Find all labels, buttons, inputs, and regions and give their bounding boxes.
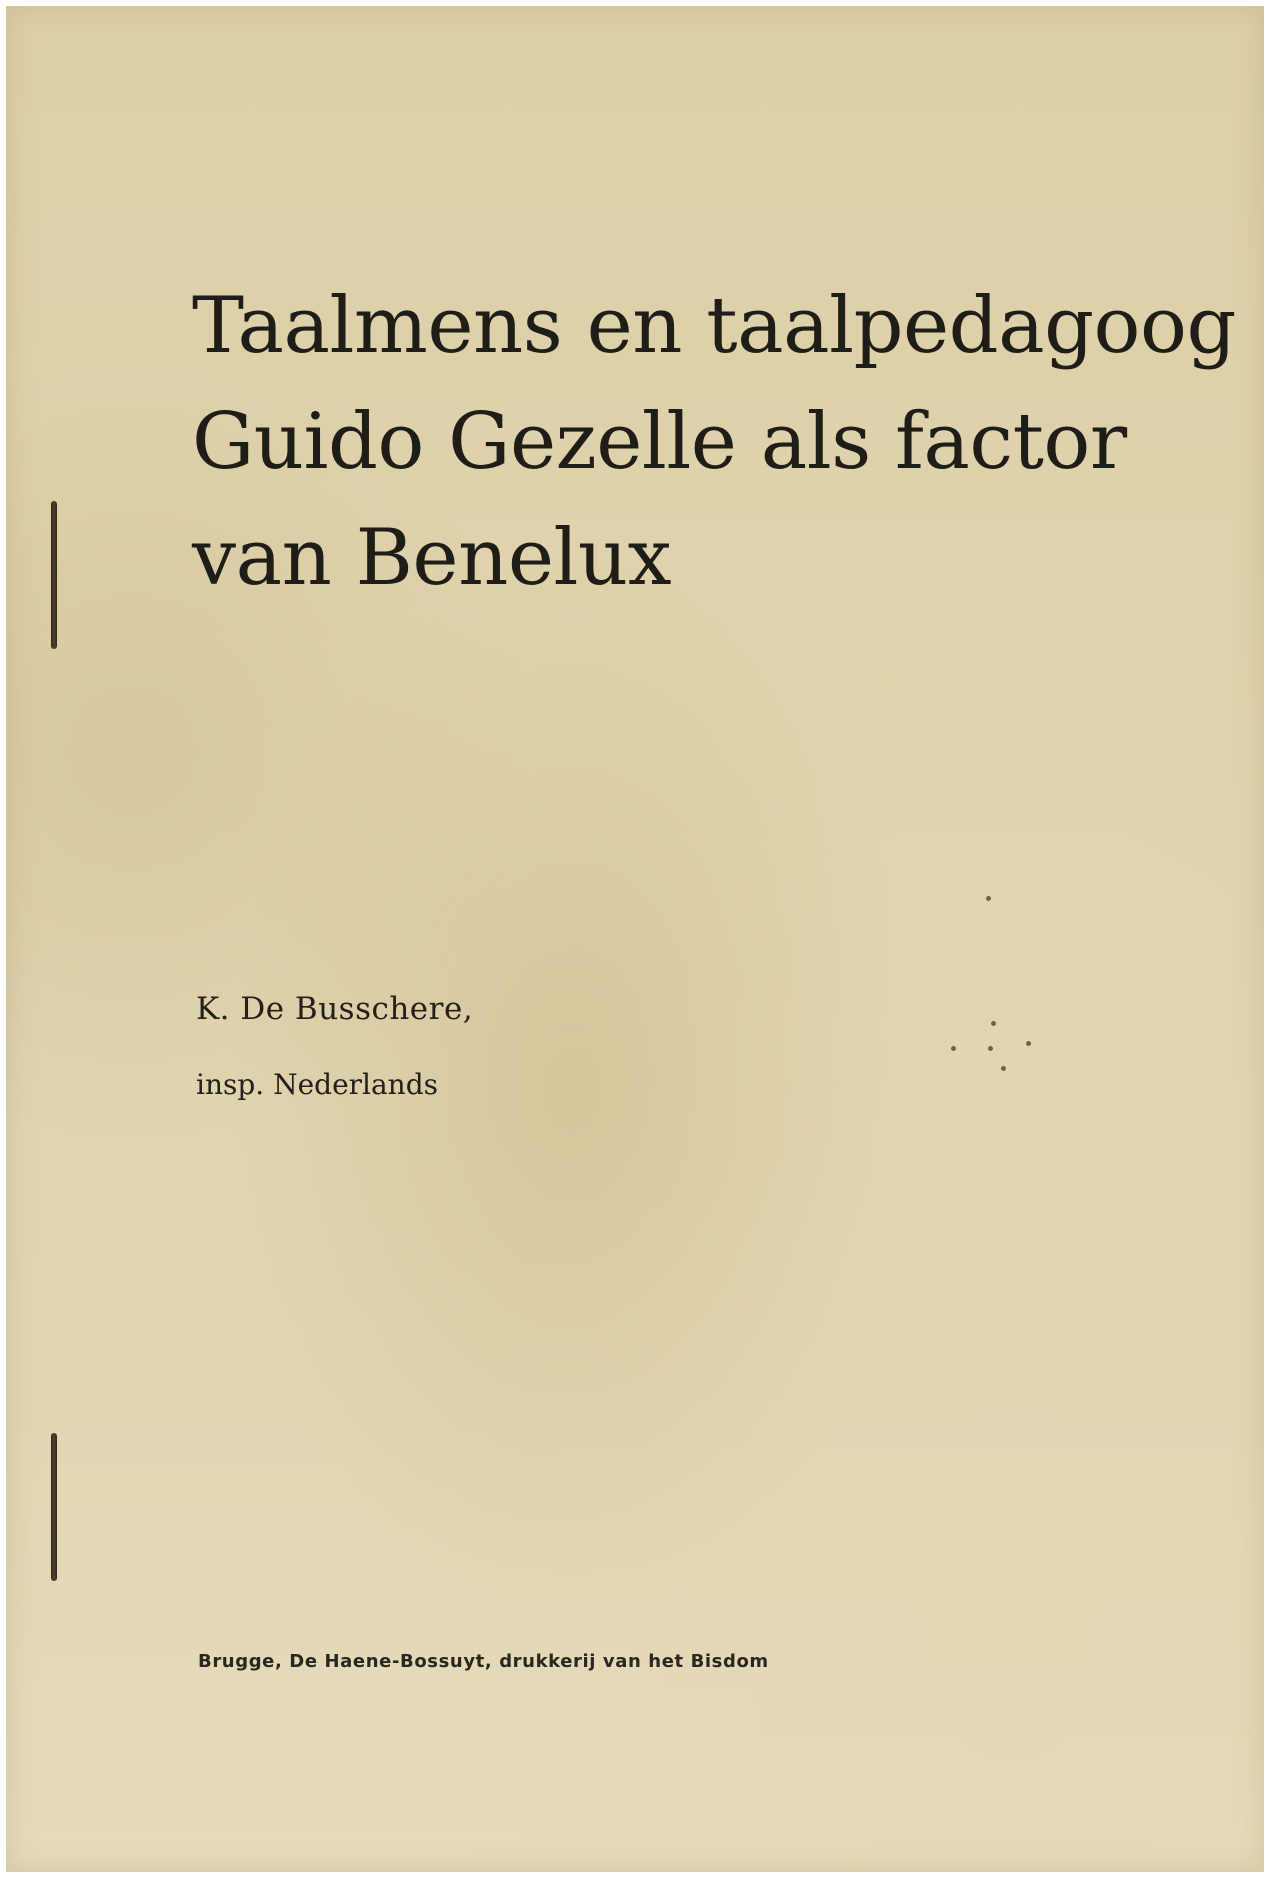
paper-speck [988,1046,993,1051]
binding-stitch-bottom [51,1433,57,1581]
binding-stitch-top [51,501,57,649]
title-line-2: Guido Gezelle als factor [192,397,1127,487]
paper-speck [1026,1041,1031,1046]
author-name: K. De Busschere, [196,991,474,1027]
cover-title [192,268,1236,616]
title-line-1: Taalmens en taalpedagoog [192,281,1236,371]
author-role: insp. Nederlands [196,1068,439,1101]
paper-speck [986,896,991,901]
booklet-cover [6,6,1264,1872]
paper-speck [1001,1066,1006,1071]
publisher-imprint: Brugge, De Haene-Bossuyt, drukkerij van het Bisdom [198,1651,769,1672]
paper-speck [991,1021,996,1026]
title-line-3: van Benelux [192,513,672,603]
paper-speck [951,1046,956,1051]
